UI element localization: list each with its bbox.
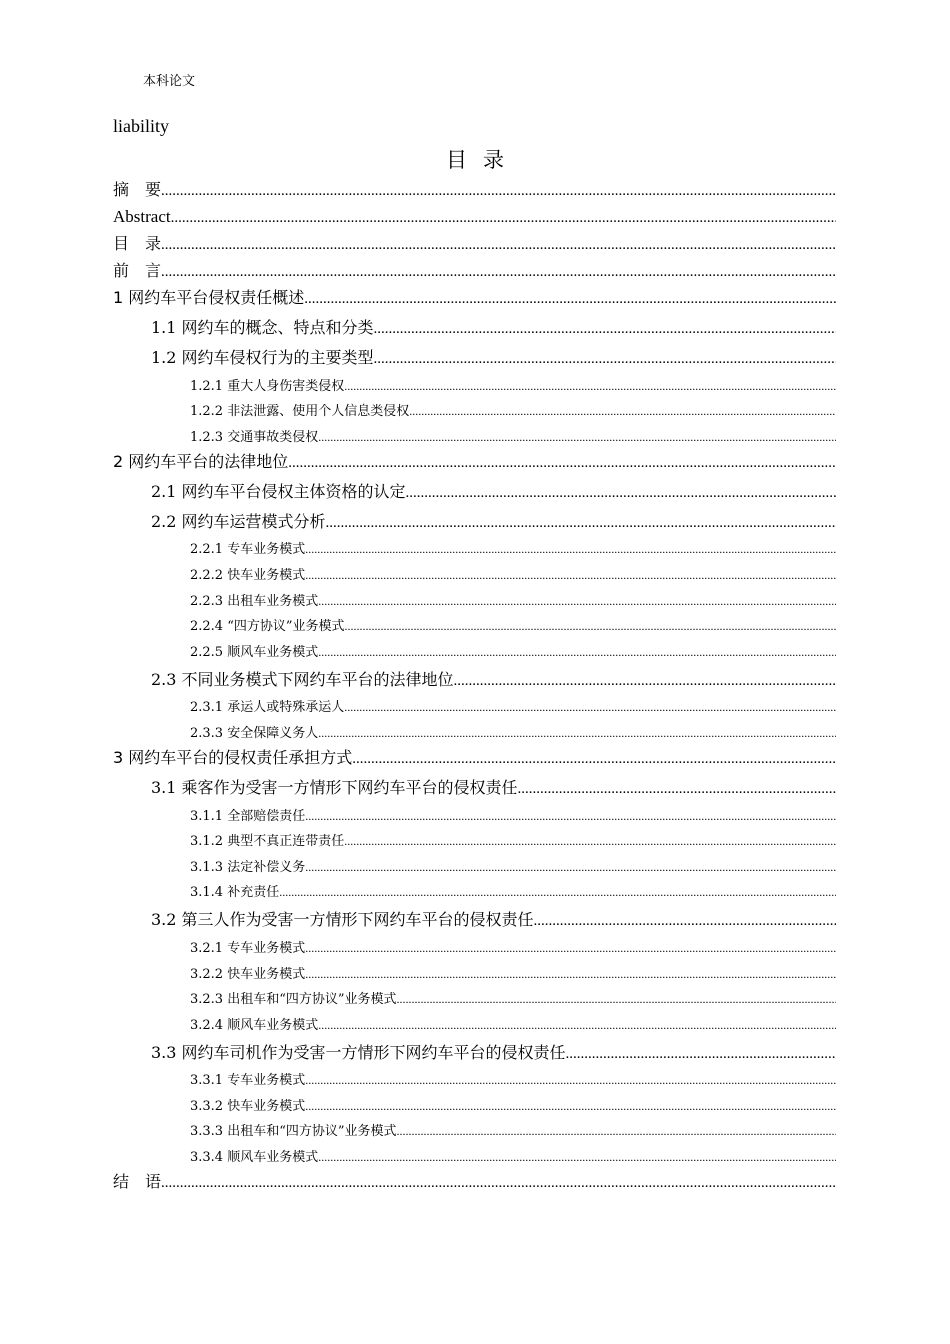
toc-leader-dots — [161, 237, 836, 254]
toc-entry[interactable] — [113, 1063, 836, 1089]
toc-entry-label: 目 录 — [113, 234, 162, 253]
toc-entry-label: 3.2.1 专车业务模式 — [190, 940, 306, 956]
toc-entry-label: 1.2.3 交通事故类侵权 — [190, 429, 319, 445]
toc-leader-dots — [279, 885, 836, 900]
toc-entry[interactable] — [113, 200, 836, 227]
toc-leader-dots — [304, 291, 836, 308]
toc-leader-dots — [318, 645, 836, 660]
toc-entry[interactable] — [113, 690, 836, 716]
toc-entry-label: 摘 要 — [113, 180, 162, 199]
toc-leader-dots — [305, 809, 836, 824]
toc-entry-label: 3.1 乘客作为受害一方情形下网约车平台的侵权责任 — [151, 777, 518, 797]
toc-entry-label: 3.1.4 补充责任 — [190, 885, 280, 901]
toc-leader-dots — [566, 1046, 836, 1063]
toc-entry[interactable] — [113, 173, 836, 200]
toc-leader-dots — [318, 726, 836, 741]
toc-entry[interactable] — [113, 930, 836, 956]
toc-leader-dots — [397, 1124, 836, 1139]
toc-leader-dots — [318, 430, 836, 445]
toc-entry-label: 3 网约车平台的侵权责任承担方式 — [113, 747, 353, 767]
toc-leader-dots — [318, 1018, 836, 1033]
toc-entry[interactable] — [113, 338, 836, 368]
toc-entry-label: 3.1.3 法定补偿义务 — [190, 859, 306, 875]
toc-entry[interactable] — [113, 472, 836, 502]
page-header: 本科论文 — [143, 74, 196, 89]
toc-entry-label: 2.2.4 “四方协议”业务模式 — [190, 619, 345, 635]
toc-entry[interactable] — [113, 634, 836, 660]
toc-leader-dots — [409, 404, 836, 419]
toc-entry-label: 3.3.3 出租车和“四方协议”业务模式 — [190, 1124, 397, 1140]
toc-entry-label: 2.1 网约车平台侵权主体资格的认定 — [151, 481, 406, 501]
toc-entry[interactable] — [113, 254, 836, 281]
toc-leader-dots — [344, 379, 836, 394]
toc-entry[interactable] — [113, 1139, 836, 1165]
toc-leader-dots — [326, 515, 836, 532]
toc-leader-dots — [397, 992, 836, 1007]
toc-entry[interactable] — [113, 557, 836, 583]
toc-entry-label: 2.3.1 承运人或特殊承运人 — [190, 700, 345, 716]
toc-entry[interactable] — [113, 609, 836, 635]
toc-entry-label: 1.2.1 重大人身伤害类侵权 — [190, 378, 345, 394]
toc-leader-dots — [305, 1073, 836, 1088]
toc-title: 目录 — [446, 148, 520, 172]
toc-leader-dots — [374, 321, 836, 338]
toc-entry[interactable] — [113, 982, 836, 1008]
toc-entry-label: 结 语 — [113, 1172, 162, 1192]
toc-leader-dots — [406, 485, 836, 502]
toc-entry[interactable] — [113, 660, 836, 690]
toc-entry-label: 前 言 — [113, 261, 162, 280]
toc-entry[interactable] — [113, 768, 836, 798]
toc-entry[interactable] — [113, 227, 836, 254]
toc-leader-dots — [171, 210, 836, 227]
toc-entry[interactable] — [113, 1165, 836, 1192]
toc-entry-label: 1.2 网约车侵权行为的主要类型 — [151, 348, 374, 367]
toc-leader-dots — [305, 542, 836, 557]
toc-entry-label: 2 网约车平台的法律地位 — [113, 451, 289, 471]
toc-leader-dots — [318, 594, 836, 609]
toc-entry[interactable] — [113, 502, 836, 532]
toc-entry-label: 2.3 不同业务模式下网约车平台的法律地位 — [151, 669, 454, 689]
toc-entry[interactable] — [113, 1007, 836, 1033]
toc-entry[interactable] — [113, 875, 836, 901]
toc-entry[interactable] — [113, 715, 836, 741]
toc-entry[interactable] — [113, 281, 836, 308]
toc-entry-label: 3.2.2 快车业务模式 — [190, 966, 306, 982]
toc-leader-dots — [305, 568, 836, 583]
toc-entry-label: 3.2.4 顺风车业务模式 — [190, 1017, 319, 1033]
toc-entry-label: 2.2 网约车运营模式分析 — [151, 511, 326, 531]
toc-entry[interactable] — [113, 849, 836, 875]
toc-entry-label: 2.2.2 快车业务模式 — [190, 567, 306, 583]
toc-entry[interactable] — [113, 419, 836, 445]
toc-entry-label: 2.2.1 专车业务模式 — [190, 542, 306, 558]
toc-entry[interactable] — [113, 445, 836, 472]
toc-entry[interactable] — [113, 900, 836, 930]
toc-entry-label: 3.3.1 专车业务模式 — [190, 1073, 306, 1089]
toc-leader-dots — [305, 967, 836, 982]
toc-leader-dots — [318, 1150, 836, 1165]
toc-entry-label: 1.1 网约车的概念、特点和分类 — [151, 318, 374, 337]
toc-entry-label: 2.2.3 出租车业务模式 — [190, 593, 319, 609]
toc-entry[interactable] — [113, 368, 836, 394]
toc-entry[interactable] — [113, 583, 836, 609]
toc-leader-dots — [161, 1175, 836, 1192]
toc-entry-label: 3.1.1 全部赔偿责任 — [190, 808, 306, 824]
toc-entry[interactable] — [113, 532, 836, 558]
toc-entry[interactable] — [113, 741, 836, 768]
toc-leader-dots — [374, 351, 836, 368]
toc-leader-dots — [518, 781, 836, 798]
table-of-contents — [113, 173, 836, 1192]
toc-leader-dots — [305, 941, 836, 956]
toc-entry-label: 3.3 网约车司机作为受害一方情形下网约车平台的侵权责任 — [151, 1042, 566, 1062]
toc-entry[interactable] — [113, 1033, 836, 1063]
toc-leader-dots — [345, 619, 836, 634]
toc-entry[interactable] — [113, 1088, 836, 1114]
toc-leader-dots — [161, 264, 836, 281]
toc-entry-label: Abstract — [113, 207, 171, 226]
toc-entry-label: 3.3.2 快车业务模式 — [190, 1098, 306, 1114]
toc-leader-dots — [454, 673, 836, 690]
preceding-text: liability — [113, 116, 169, 136]
toc-entry[interactable] — [113, 1114, 836, 1140]
toc-leader-dots — [352, 751, 836, 768]
toc-entry[interactable] — [113, 956, 836, 982]
toc-leader-dots — [288, 455, 836, 472]
toc-entry-label: 1.2.2 非法泄露、使用个人信息类侵权 — [190, 404, 410, 420]
toc-leader-dots — [534, 913, 836, 930]
toc-leader-dots — [344, 700, 836, 715]
toc-entry-label: 3.1.2 典型不真正连带责任 — [190, 834, 345, 850]
toc-leader-dots — [344, 834, 836, 849]
toc-entry-label: 3.2 第三人作为受害一方情形下网约车平台的侵权责任 — [151, 910, 534, 930]
toc-entry-label: 3.3.4 顺风车业务模式 — [190, 1150, 319, 1166]
toc-leader-dots — [305, 1099, 836, 1114]
toc-entry-label: 2.3.3 安全保障义务人 — [190, 725, 319, 741]
toc-entry[interactable] — [113, 798, 836, 824]
toc-entry-label: 2.2.5 顺风车业务模式 — [190, 644, 319, 660]
toc-entry-label: 3.2.3 出租车和“四方协议”业务模式 — [190, 992, 397, 1008]
toc-leader-dots — [305, 860, 836, 875]
toc-leader-dots — [161, 183, 836, 200]
toc-entry-label: 1 网约车平台侵权责任概述 — [113, 288, 305, 307]
toc-entry[interactable] — [113, 824, 836, 850]
toc-entry[interactable] — [113, 308, 836, 338]
toc-entry[interactable] — [113, 394, 836, 420]
